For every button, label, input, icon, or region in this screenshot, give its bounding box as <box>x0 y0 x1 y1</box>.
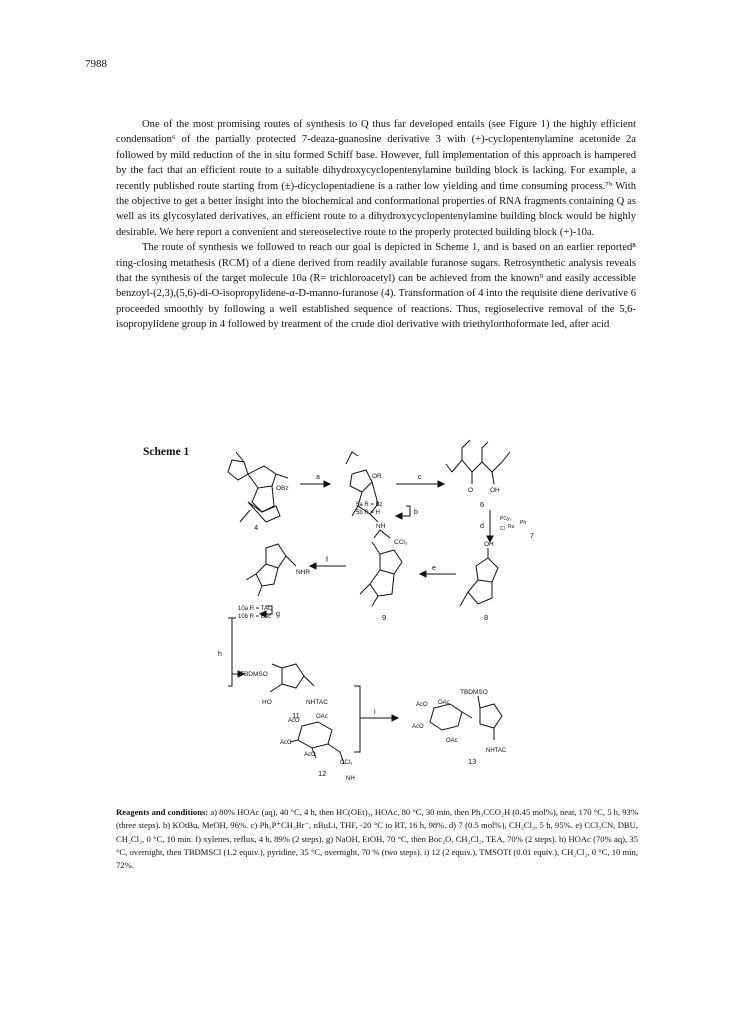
label-9-nh: NH <box>376 523 386 530</box>
label-8: 8 <box>484 613 489 622</box>
label-5b: 5b R = H <box>356 510 380 516</box>
label-ru: Ru <box>508 524 515 530</box>
label-6-o: O <box>468 487 474 494</box>
label-12-ccl3: CCl₃ <box>340 760 353 766</box>
page-number: 7988 <box>85 58 107 70</box>
arrow-label-i: i <box>374 709 376 716</box>
label-9-ccl3: CCl₃ <box>394 539 408 546</box>
label-5a: 5a R = Bz <box>356 502 383 508</box>
arrow-label-h: h <box>218 651 222 658</box>
paragraph-2: The route of synthesis we followed to reach our goal is depicted in Scheme 1, and is based on an earlier reported⁸ ring-closing metathesis (RCM) of a diene derived from readily available furanose sugars. Retrosynthetic analysis reveals that the synthesis of the target molecule 10a (R= trichloroacetyl) can be achieved from the known⁹ and easily accessible benzoyl-(2,3),(5,6)-di-O-isopropylidene-α-D-manno-furanose (4). Transformation of 4 into the requisite diene derivative 6 proceeded smoothly by following a well established sequence of reactions. Thus, regioselective removal of the 5,6-isopropylidene group in 4 followed by treatment of the crude diol derivative with triethylorthoformate led, after acid <box>116 242 636 331</box>
label-pcy3: PCy₃ <box>500 516 512 522</box>
label-cl: Cl <box>500 526 505 532</box>
label-12-aco-3: AcO <box>304 752 316 758</box>
label-11-nhtac: NHTAC <box>306 699 328 706</box>
label-13-oac-2: OAc <box>446 738 458 744</box>
arrow-label-a: a <box>316 474 320 481</box>
arrow-label-b: b <box>414 509 418 516</box>
label-8-oh: OH <box>484 541 494 548</box>
caption-head: Reagents and conditions: <box>116 807 209 817</box>
label-12-oac: OAc <box>316 714 328 720</box>
arrow-label-e: e <box>432 565 436 572</box>
label-13-aco-2: AcO <box>412 724 424 730</box>
label-6-oh: OH <box>490 487 500 494</box>
label-11-tbdmso: TBDMSO <box>240 671 268 678</box>
scheme-caption <box>116 806 638 872</box>
label-10a: 10a R = TAC <box>238 606 273 612</box>
caption-body: a) 80% HOAc (aq), 40 °C, 4 h, then HC(OEt)₃, HOAc, 80 °C, 30 min, then Ph₃CCO₂H (0.45 mol%), neat, 170 °C, 5 h, 93% (three steps). b) KOtBu, MeOH, 96%. c) Ph₃P⁺CH₃Br⁻, nBuLi, THF, -20 °C to RT, 16 h, 98%. d) 7 (0.5 mol%), CH₂Cl₂, 5 h, 95%. e) CCl₃CN, DBU, CH₂Cl₂, 0 °C, 10 min. f) xylenes, reflux, 4 h, 89% (2 steps). g) NaOH, EtOH, 70 °C, then Boc₂O, CH₂Cl₂, TEA, 70% (2 steps). h) HOAc (70% aq), 35 °C, overnight, then TBDMSCl (1.2 equiv.), pyridine, 35 °C, overnight, 70 % (two steps). i) 12 (2 equiv.), TMSOTf (0.01 equiv.), CH₂Cl₂, 0 °C, 10 min, 72%. <box>116 807 639 871</box>
scheme-title: Scheme 1 <box>143 446 190 458</box>
arrow-label-g: g <box>276 611 280 618</box>
arrow-label-d: d <box>480 523 484 530</box>
label-13-oac-1: OAc <box>438 700 450 706</box>
compound-12-structure <box>290 722 344 764</box>
label-12-aco-1: AcO <box>288 718 300 724</box>
label-13-aco-1: AcO <box>416 702 428 708</box>
compound-10-structure <box>246 544 296 596</box>
label-13: 13 <box>468 757 477 766</box>
label-12-nh: NH <box>346 776 355 782</box>
label-12-aco-2: AcO <box>280 740 292 746</box>
label-ph: Ph <box>520 520 527 526</box>
arrow-label-c: c <box>418 474 422 481</box>
label-nhr: NHR <box>296 569 311 576</box>
compound-6-structure <box>446 440 510 484</box>
label-or: OR <box>372 473 382 480</box>
label-11-ho: HO <box>262 699 272 706</box>
label-7: 7 <box>530 533 534 540</box>
label-9: 9 <box>382 613 387 622</box>
paragraph-1: One of the most promising routes of synthesis to Q thus far developed entails (see Figure 1) the highly efficient condensation⁶ of the partially protected 7-deaza-guanosine derivative 3 with (+)-cyclopentenylamine acetonide 2a followed by mild reduction of the in situ formed Schiff base. However, full implementation of this approach is hampered by the fact that an efficient route to a suitable dihydroxycyclopentenylamine building block is lacking. For example, a recently published route starting from (±)-dicyclopentadiene is a rather low yielding and time consuming process.⁷ᵇ With the objective to get a better insight into the biochemical and conformational properties of RNA fragments containing Q as well as its glycosylated derivatives, an efficient route to a dihydroxycyclopentenylamine building block would be highly desirable. We here report a convenient and stereoselective route to the properly protected building block (+)-10a. <box>116 119 636 238</box>
compound-11-structure <box>270 664 314 692</box>
label-4: 4 <box>254 523 259 532</box>
label-12: 12 <box>318 769 327 778</box>
label-obz: OBz <box>276 485 289 492</box>
compound-8-structure <box>460 548 498 606</box>
label-11: 11 <box>292 711 300 720</box>
arrow-label-f: f <box>326 557 328 564</box>
label-13-tbdmso: TBDMSO <box>460 689 488 696</box>
label-10b: 10b R = Boc <box>238 614 272 620</box>
label-6: 6 <box>480 500 485 509</box>
label-13-nhtac: NHTAC <box>486 748 507 754</box>
